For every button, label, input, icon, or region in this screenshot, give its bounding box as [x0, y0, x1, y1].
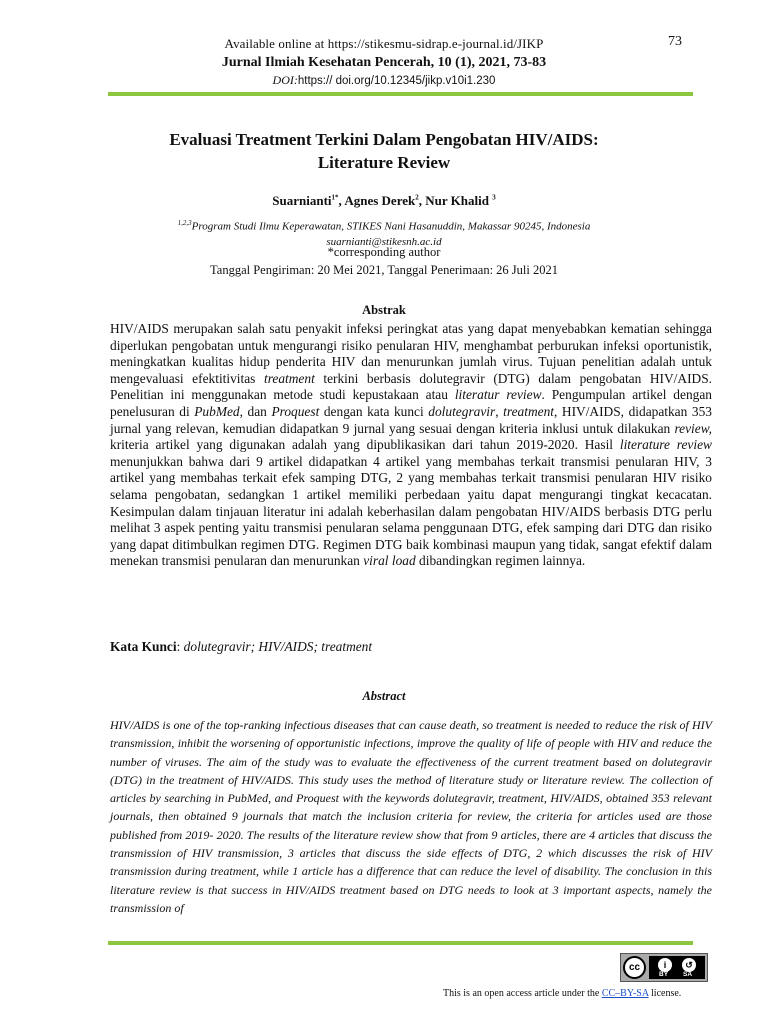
doi-label: DOI:	[272, 73, 298, 87]
abstrak-text: , HIV/AIDS, didapatkan 353 jurnal yang relevan, kemudian didapatkan 9 jurnal yang sesuai dengan kriteria inklusi untuk dilakukan	[110, 403, 712, 436]
license-text: This is an open access article under the	[443, 988, 602, 999]
abstrak-italic: dolutegravir	[428, 403, 496, 419]
abstrak-italic: viral load	[363, 553, 416, 569]
abstrak-italic: PubMed	[194, 403, 240, 419]
author-affil-mark: 3	[492, 193, 496, 202]
abstrak-text: ,	[495, 403, 504, 419]
doi-link[interactable]: https:// doi.org/10.12345/jikp.v10i1.230	[297, 75, 496, 87]
footer-divider	[108, 941, 693, 945]
sa-label: SA	[683, 971, 693, 978]
abstrak-italic: review,	[674, 420, 712, 436]
author-affil-mark: 2	[415, 193, 419, 202]
by-label: BY	[659, 971, 669, 978]
abstrak-text: menunjukkan bahwa dari 9 artikel didapatkan 4 artikel yang membahas terkait transmisi penularan HIV, 3 artikel yang membahas terkait efek samping DTG, 2 yang membahas terkait transmisi penularan HIV risiko selama pengobatan, sedangkan 1 artikel memiliki perbedaan yaitu dapat mengurangi tingkat kecacatan. Kesimpulan dalam tinjauan literatur ini adalah keberhasilan dalam pengobatan HIV/AIDS berbasis DTG perlu melihat 3 aspek penting yaitu transmisi penularan selama penggunaan DTG, efek samping dari DTG dan risiko yang dapat ditimbulkan regimen DTG. Regimen DTG baik kombinasi maupun yang tidak, sangat efektif dalam menekan transmisi penularan dan menurunkan	[110, 453, 712, 569]
abstrak-text: , dan	[239, 403, 272, 419]
abstract-heading: Abstract	[362, 689, 406, 703]
abstrak-italic: literatur review	[454, 387, 542, 403]
corresponding-author-note: *corresponding author	[327, 245, 441, 259]
header-divider	[108, 92, 693, 96]
cc-logo-icon: cc	[623, 956, 646, 979]
journal-citation: Jurnal Ilmiah Kesehatan Pencerah, 10 (1), 2021, 73-83	[221, 55, 547, 70]
attribution-icon: i	[658, 958, 672, 972]
creative-commons-icon[interactable]	[620, 953, 708, 982]
keywords-colon: :	[176, 639, 181, 654]
abstrak-body	[110, 321, 712, 570]
author-email[interactable]: suarnianti@stikesnh.ac.id	[326, 235, 442, 248]
author-separator: ,	[338, 193, 345, 208]
author-separator: ,	[418, 193, 426, 208]
abstrak-text: dibandingkan regimen lainnya.	[415, 553, 586, 569]
abstrak-text: dengan kata kunci	[319, 403, 429, 419]
page-number: 73	[668, 34, 682, 49]
license-text: license.	[648, 988, 682, 999]
keywords	[110, 639, 372, 655]
abstrak-heading: Abstrak	[362, 303, 406, 317]
abstrak-italic: treatment	[503, 403, 554, 419]
abstrak-italic: literature review	[619, 437, 712, 453]
cc-license-strip	[649, 956, 705, 979]
abstrak-italic: treatment	[263, 370, 315, 386]
author-name: Nur Khalid	[425, 193, 493, 208]
keywords-value: dolutegravir; HIV/AIDS; treatment	[180, 639, 373, 654]
author-list	[0, 193, 768, 209]
doi-line	[0, 73, 768, 88]
title-line-2: Literature Review	[317, 153, 451, 172]
article-title	[0, 128, 768, 174]
author-affil-mark: 1*	[331, 193, 339, 202]
affiliation-text: Program Studi Ilmu Keperawatan, STIKES Nani Hasanuddin, Makassar 90245, Indonesia	[191, 220, 591, 233]
journal-url: Available online at https://stikesmu-sidrap.e-journal.id/JIKP	[224, 36, 544, 51]
author-name: Agnes Derek	[344, 193, 416, 208]
author-name: Suarnianti	[272, 193, 332, 208]
submission-dates: Tanggal Pengiriman: 20 Mei 2021, Tanggal Penerimaan: 26 Juli 2021	[210, 263, 558, 277]
abstrak-text: . Pengumpulan artikel dengan penelusuran di	[110, 387, 712, 419]
abstrak-text: HIV/AIDS merupakan salah satu penyakit infeksi peringkat atas yang dapat menyebabkan kematian sehingga diperlukan pengobatan untuk mengurangi risiko penularan HIV, menghambat perburukan infeksi oportunistik, meningkatkan kualitas hidup penderita HIV dan menurunkan jumlah virus. Tujuan penelitian adalah untuk mengevaluasi efektitivitas	[110, 321, 712, 386]
abstract-body: HIV/AIDS is one of the top-ranking infectious diseases that can cause death, so treatment is needed to reduce the risk of HIV transmission, inhibit the worsening of opportunistic infections, improve the quality of life of people with HIV and reduce the number of viruses. The aim of the study was to evaluate the effectiveness of the current treatment based on dolutegravir (DTG) in the treatment of HIV/AIDS. This study uses the method of literature study or literature review. The collection of articles by searching in PubMed, and Proquest with the keywords dolutegravir, treatment, HIV/AIDS, obtained 353 relevant journals, then obtained 9 journals that match the inclusion criteria for review, the criteria for articles used are those published from 2019- 2020. The results of the literature review show that from 9 articles, there are 4 articles that discuss the transmission of HIV transmission, 3 articles that discuss the side effects of DTG, 2 which discusses the risk of HIV transmission during treatment, while 1 article has a difference that can reduce the level of disability. The conclusion in this literature review is that success in HIV/AIDS treatment based on DTG needs to look at 3 important aspects, namely the transmission of	[110, 718, 712, 915]
title-line-1: Evaluasi Treatment Terkini Dalam Pengobatan HIV/AIDS:	[169, 130, 599, 149]
keywords-label: Kata Kunci	[110, 639, 177, 654]
affiliation-mark: 1,2,3	[177, 219, 192, 227]
abstrak-text: kriteria artikel yang digunakan adalah yang dipublikasikan dari tahun 2019-2020. Hasil	[110, 437, 620, 453]
license-link[interactable]: CC–BY-SA	[601, 988, 649, 999]
share-alike-icon: ↺	[682, 958, 696, 972]
abstrak-italic: Proquest	[271, 403, 320, 419]
abstrak-text: terkini berbasis dolutegravir (DTG) dalam pengobatan HIV/AIDS. Penelitian ini menggunakan metode studi kepustakaan atau	[110, 370, 712, 403]
license-statement	[443, 988, 681, 999]
